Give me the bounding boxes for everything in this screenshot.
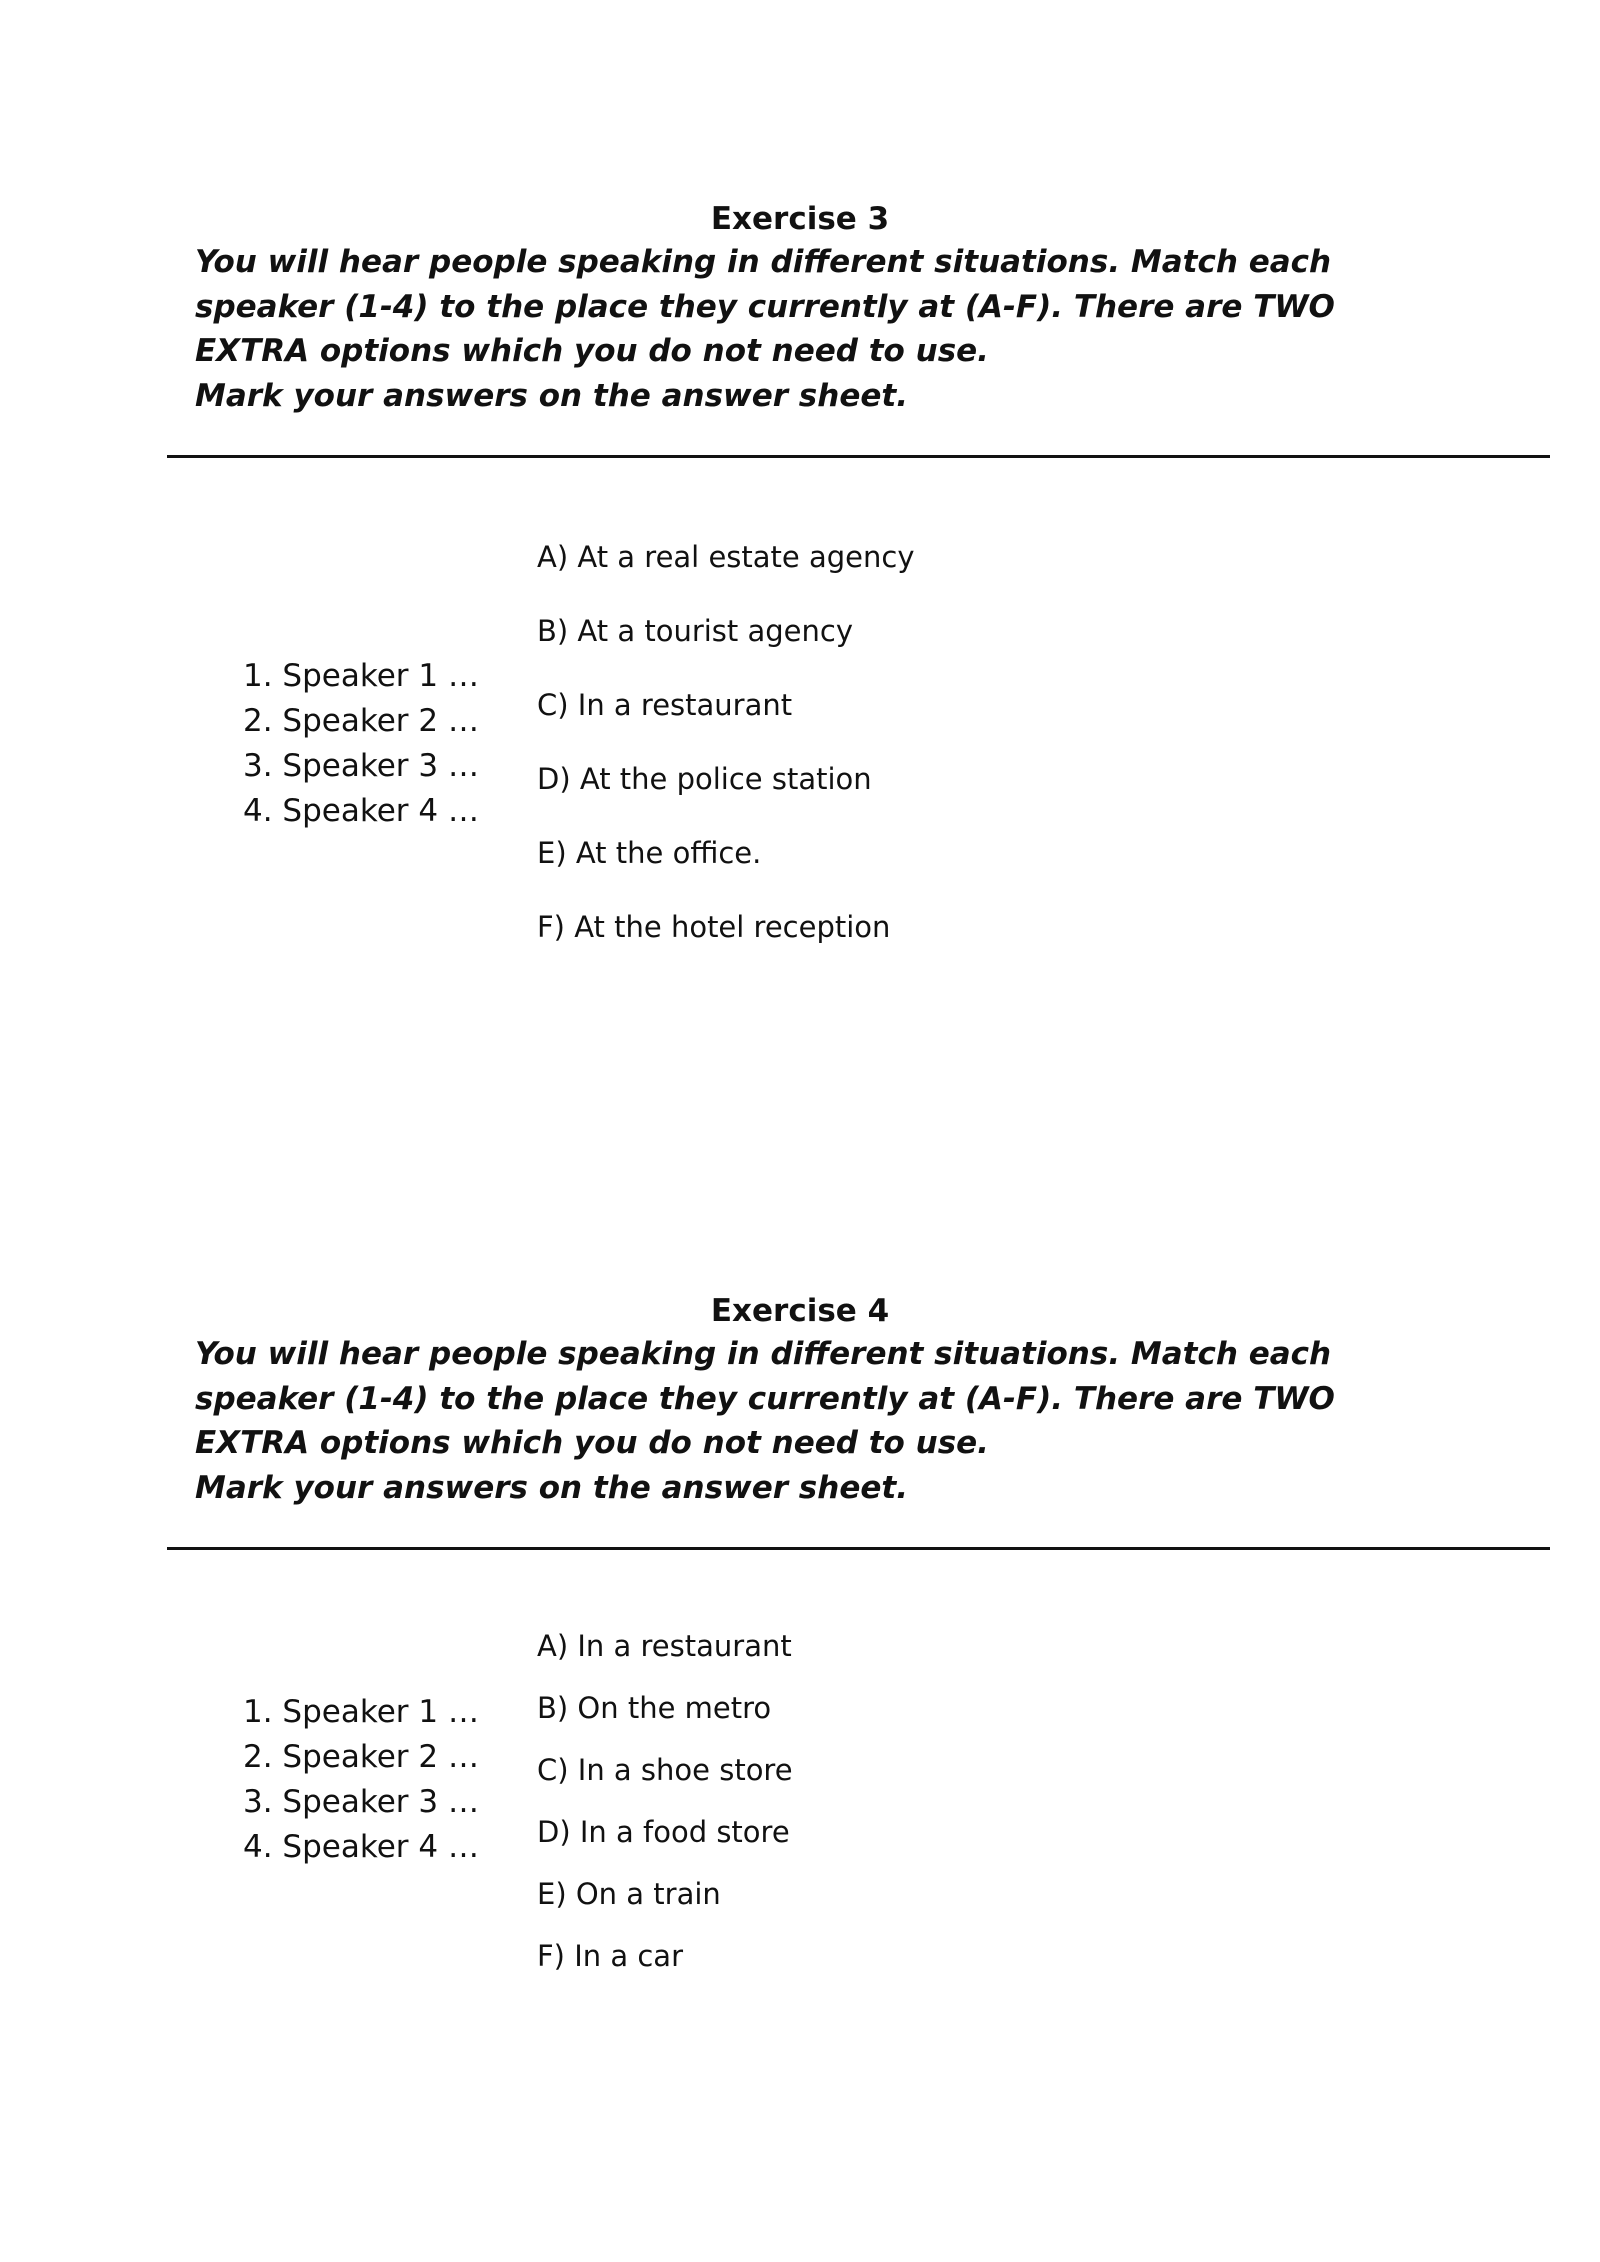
place-option: E) On a train bbox=[537, 1877, 721, 1911]
place-option: C) In a restaurant bbox=[537, 688, 793, 722]
place-option: D) At the police station bbox=[537, 762, 872, 796]
speaker-item: 4. Speaker 4 … bbox=[243, 1829, 479, 1865]
place-option: A) In a restaurant bbox=[537, 1629, 792, 1663]
speaker-item: 2. Speaker 2 … bbox=[243, 1739, 479, 1775]
place-option: B) At a tourist agency bbox=[537, 614, 854, 648]
answer-sheet-note: Mark your answers on the answer sheet. bbox=[195, 1469, 908, 1506]
place-option: D) In a food store bbox=[537, 1815, 790, 1849]
section-divider bbox=[167, 1547, 1550, 1550]
exercise-3 bbox=[0, 199, 1600, 959]
exercise-title: Exercise 3 bbox=[710, 201, 890, 237]
place-options-list bbox=[537, 1626, 793, 1998]
speaker-item: 1. Speaker 1 … bbox=[243, 658, 479, 694]
speaker-list bbox=[243, 1690, 479, 1870]
speaker-item: 4. Speaker 4 … bbox=[243, 793, 479, 829]
exercise-instructions bbox=[195, 1332, 1455, 1510]
instructions-text: You will hear people speaking in different situations. Match each speaker (1-4) to the place they currently at (A-F). There are TWO EXTRA options which you do not need to use. bbox=[195, 244, 1335, 369]
exercise-4 bbox=[0, 1291, 1600, 2051]
speaker-item: 2. Speaker 2 … bbox=[243, 703, 479, 739]
speaker-item: 3. Speaker 3 … bbox=[243, 1784, 479, 1820]
place-option: E) At the office. bbox=[537, 836, 762, 870]
place-options-list bbox=[537, 537, 914, 981]
speaker-item: 3. Speaker 3 … bbox=[243, 748, 479, 784]
speaker-item: 1. Speaker 1 … bbox=[243, 1694, 479, 1730]
place-option: F) At the hotel reception bbox=[537, 910, 891, 944]
place-option: F) In a car bbox=[537, 1939, 683, 1973]
exercise-instructions bbox=[195, 240, 1455, 418]
place-option: A) At a real estate agency bbox=[537, 540, 915, 574]
place-option: B) On the metro bbox=[537, 1691, 772, 1725]
section-divider bbox=[167, 455, 1550, 458]
place-option: C) In a shoe store bbox=[537, 1753, 793, 1787]
answer-sheet-note: Mark your answers on the answer sheet. bbox=[195, 377, 908, 414]
instructions-text: You will hear people speaking in different situations. Match each speaker (1-4) to the place they currently at (A-F). There are TWO EXTRA options which you do not need to use. bbox=[195, 1336, 1335, 1461]
speaker-list bbox=[243, 654, 479, 834]
exercise-title: Exercise 4 bbox=[710, 1293, 890, 1329]
